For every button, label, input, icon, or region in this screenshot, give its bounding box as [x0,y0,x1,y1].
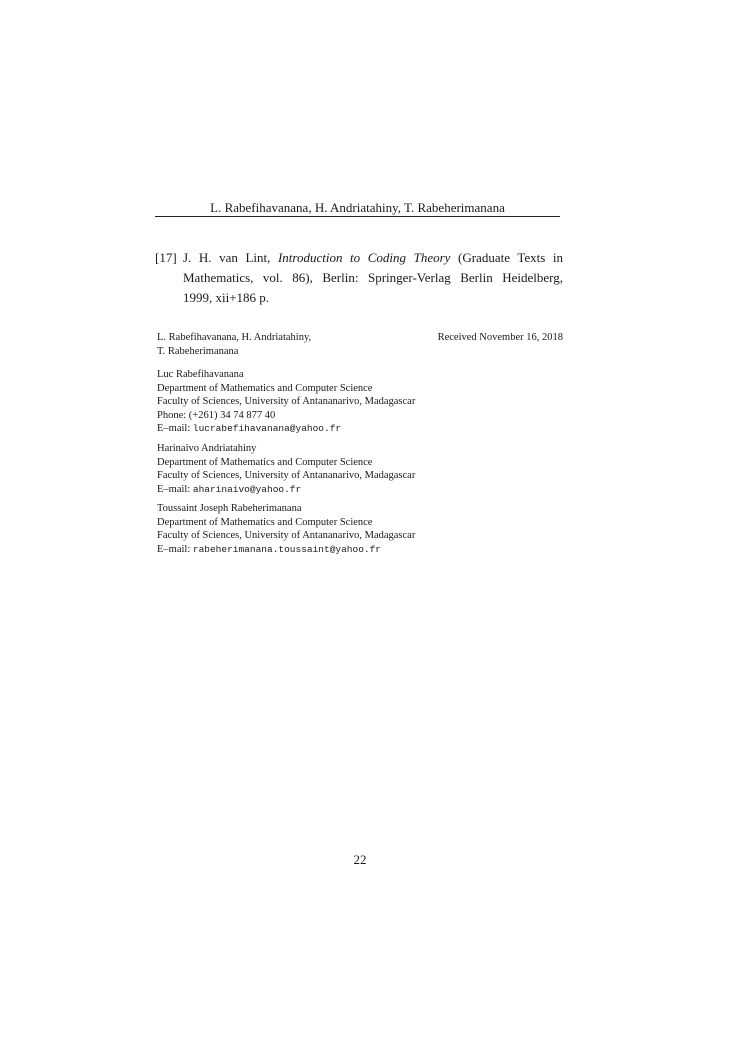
contact-faculty: Faculty of Sciences, University of Antananarivo, Madagascar [157,530,416,541]
running-head: L. Rabefihavanana, H. Andriatahiny, T. Rabeherimanana [210,200,505,215]
reference-line-3: 1999, xii+186 p. [183,290,270,305]
email-label: E–mail: [157,423,193,434]
email-link[interactable]: lucrabefihavanana@yahoo.fr [192,423,342,434]
contact-name: Harinaivo Andriatahiny [157,443,257,454]
reference-title: Introduction to Coding Theory [277,250,451,265]
contact-department: Department of Mathematics and Computer Science [157,516,373,528]
email-link[interactable]: aharinaivo@yahoo.fr [192,483,302,495]
contact-email-line [157,422,415,436]
contact-email-line [157,483,415,497]
contact-faculty: Faculty of Sciences, University of Antananarivo, Madagascar [157,396,416,407]
page-number: 22 [353,852,367,867]
contact-block [157,502,415,556]
contact-department: Department of Mathematics and Computer Science [157,456,373,468]
received-date: Received November 16, 2018 [437,332,563,343]
contact-block [157,442,415,496]
reference-body [183,248,563,308]
email-link[interactable]: rabeherimanana.toussaint@yahoo.fr [192,543,382,555]
contact-faculty: Faculty of Sciences, University of Antananarivo, Madagascar [157,470,416,481]
email-label: E–mail: [157,483,193,495]
header-rule [155,216,560,217]
reference-number: [17] [155,250,177,265]
contact-department: Department of Mathematics and Computer Science [157,382,373,394]
contact-email-line [157,543,415,557]
contact-phone: Phone: (+261) 34 74 877 40 [157,409,276,421]
article-authors-line-1: L. Rabefihavanana, H. Andriatahiny, [157,332,312,343]
reference-line-1 [183,248,563,268]
contact-name: Luc Rabefihavanana [157,369,244,380]
reference-line1-rest: (Graduate Texts in [450,250,563,265]
article-authors [157,331,311,358]
email-label: E–mail: [157,543,193,555]
reference-authors: J. H. van Lint, [183,250,278,265]
article-authors-line-2: T. Rabeherimanana [157,345,239,357]
contact-name: Toussaint Joseph Rabeherimanana [157,503,302,514]
contact-block [157,368,415,436]
reference-line-2: Mathematics, vol. 86), Berlin: Springer-Verlag Berlin Heidelberg, [183,270,563,285]
